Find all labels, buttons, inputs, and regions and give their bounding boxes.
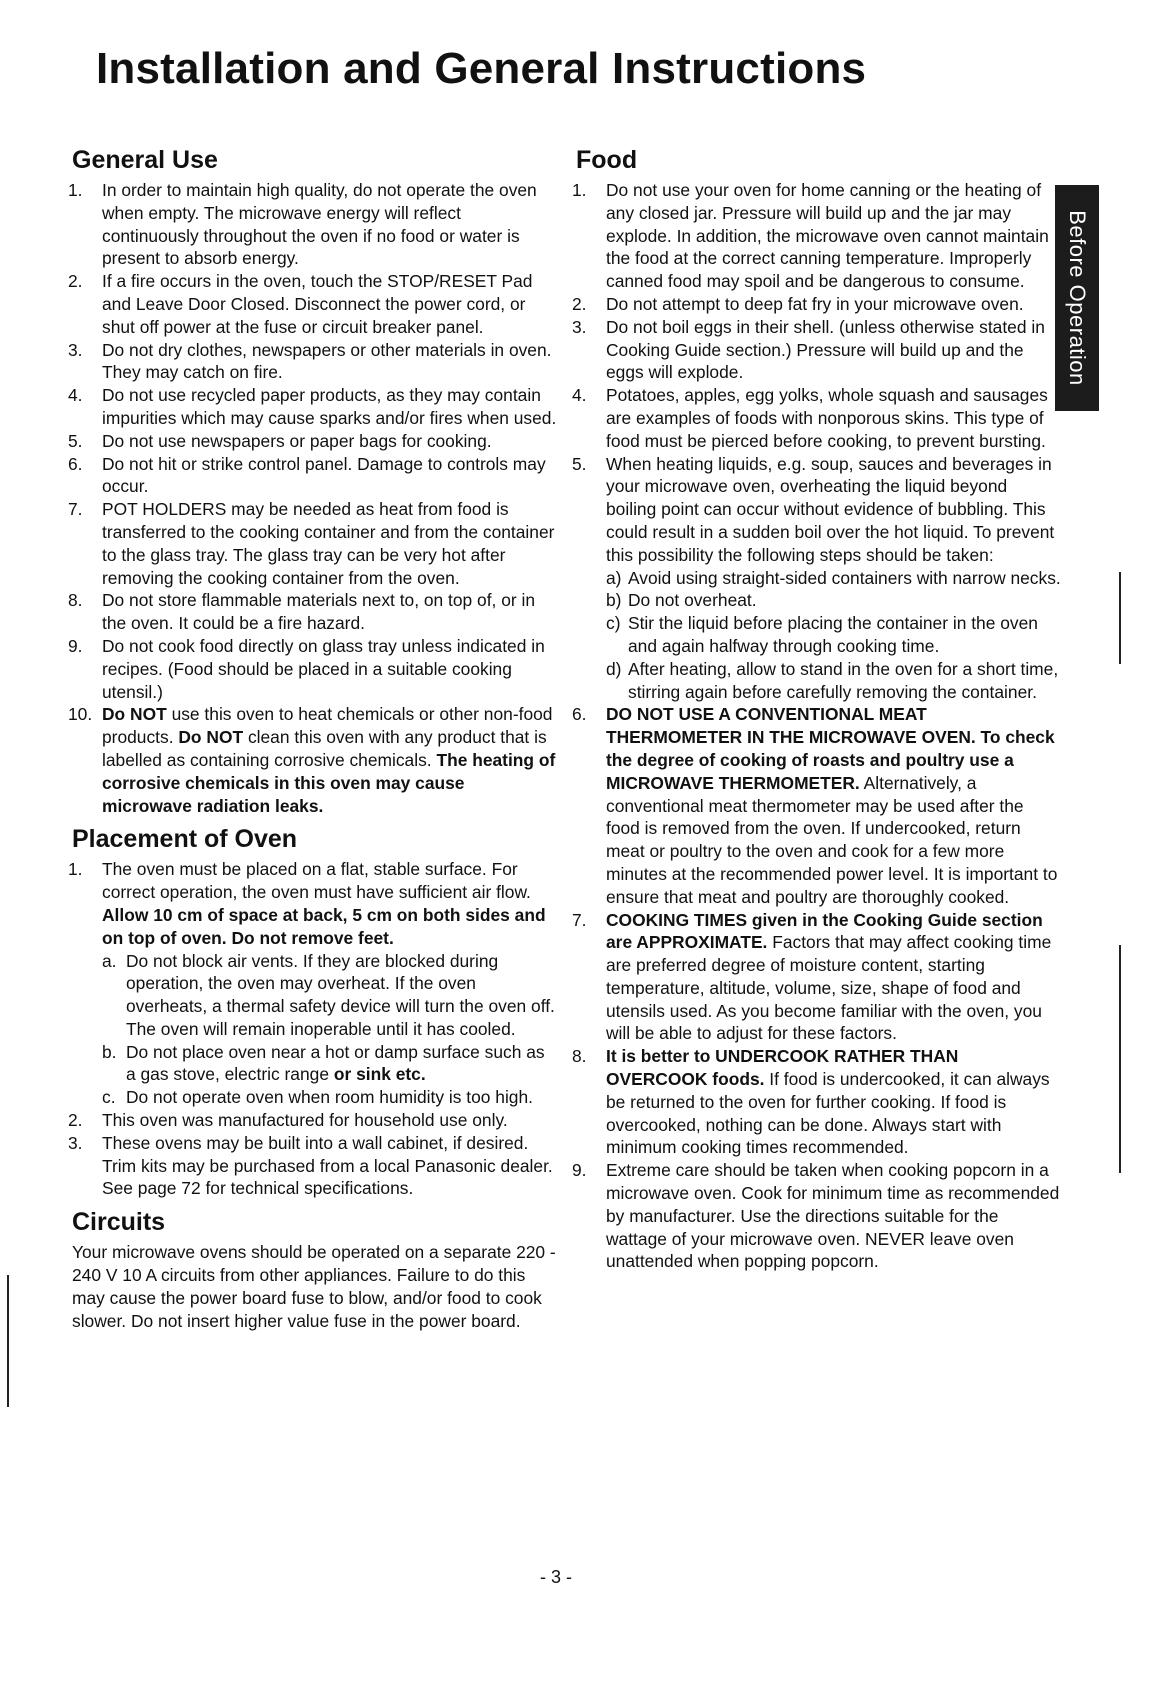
item-body: [102, 590, 535, 633]
circuits-heading: Circuits: [72, 1208, 166, 1237]
item-body: [606, 910, 1051, 1044]
sub-item-body: [126, 951, 555, 1039]
item-number: 3.: [68, 1132, 83, 1153]
item-body: [102, 636, 545, 702]
item-body: [102, 340, 551, 383]
list-item: [572, 909, 1062, 1046]
bold-text: Do NOT: [178, 727, 244, 748]
item-number: 6.: [572, 704, 587, 725]
list-item: [572, 1159, 1062, 1273]
item-number: 6.: [68, 453, 83, 474]
margin-mark: [1119, 572, 1121, 664]
sub-item-body: [126, 1087, 533, 1107]
item-number: 7.: [572, 909, 587, 930]
bold-text: Do NOT: [102, 704, 167, 725]
item-body: [102, 454, 546, 497]
item-text: Extreme care should be taken when cooking popcorn in a microwave oven. Cook for minimum time as recommended by manufacturer. Use the directions suitable for the wattage of your microwave oven. NEVER leave oven unattended when popping popcorn.: [606, 1160, 1060, 1272]
sub-item: [102, 1086, 558, 1109]
circuits-section: [68, 1208, 558, 1332]
side-tab-label: Before Operation: [1065, 210, 1091, 386]
item-text: When heating liquids, e.g. soup, sauces and beverages in your microwave oven, overheating the liquid beyond boiling point can occur without evidence of bubbling. This could result in a sudden boil over the hot liquid. To prevent this possibility the following steps should be taken:: [606, 453, 1055, 565]
sub-item-letter: a): [606, 567, 622, 588]
item-body: [606, 317, 1045, 383]
general-use-section: [68, 146, 558, 817]
item-number: 4.: [68, 385, 83, 406]
item-number: 5.: [572, 453, 587, 474]
list-item: [572, 703, 1062, 908]
item-number: 9.: [68, 635, 83, 656]
sub-item: [606, 658, 1062, 704]
list-item: [68, 384, 558, 430]
item-number: 3.: [572, 316, 587, 337]
item-number: 8.: [68, 590, 83, 611]
sub-item: [606, 612, 1062, 658]
page-number: - 3 -: [540, 1567, 573, 1587]
item-text: These ovens may be built into a wall cabinet, if desired. Trim kits may be purchased from a local Panasonic dealer. See page 72 for technical specifications.: [102, 1132, 553, 1199]
bold-text: DO NOT USE A CONVENTIONAL MEAT THERMOMETER IN THE MICROWAVE OVEN. To check the degree of cooking of roasts and poultry use a MICROWAVE THERMOMETER.: [606, 704, 1055, 793]
list-item: [68, 1109, 558, 1132]
item-text: Do not hit or strike control panel. Damage to controls may occur.: [102, 453, 546, 497]
item-body: [606, 385, 1048, 451]
item-text: clean this oven with any product that is labelled as containing corrosive chemicals.: [102, 727, 547, 770]
item-body: [606, 1046, 1050, 1157]
sub-item-letter: a.: [102, 950, 117, 971]
list-item: [68, 589, 558, 635]
item-text: If a fire occurs in the oven, touch the STOP/RESET Pad and Leave Door Closed. Disconnect the power cord, or shut off power at the fuse or circuit breaker panel.: [102, 271, 533, 337]
sub-item: [102, 1041, 558, 1087]
item-number: 2.: [68, 1110, 83, 1131]
list-item: [68, 179, 558, 270]
sub-item-letter: d): [606, 658, 622, 679]
bold-text: COOKING TIMES given in the Cooking Guide section are APPROXIMATE.: [606, 909, 1043, 953]
item-text: Do not use newspapers or paper bags for cooking.: [102, 430, 492, 451]
item-body: [102, 271, 532, 337]
item-text: This oven was manufactured for household use only.: [102, 1110, 508, 1131]
bold-text: Allow 10 cm of space at back, 5 cm on both sides and on top of oven. Do not remove feet.: [102, 904, 546, 948]
list-item: [68, 858, 558, 1109]
list-item: [572, 453, 1062, 704]
sub-item-body: [628, 590, 757, 610]
circuits-paragraph: Your microwave ovens should be operated on a separate 220 - 240 V 10 A circuits from other appliances. Failure to do this may cause the power board fuse to blow, and/or food to cook slower. Do not insert higher value fuse in the power board.: [72, 1242, 556, 1331]
item-text: If food is undercooked, it can always be returned to the oven for further cooking. If food is overcooked, nothing can be done. Always start with minimum cooking times recommended.: [606, 1069, 1050, 1158]
sub-item-letter: b): [606, 590, 622, 611]
sub-item-letter: c): [606, 613, 621, 634]
item-body: [606, 180, 1049, 291]
item-body: [606, 704, 1057, 906]
item-number: 2.: [572, 293, 587, 314]
item-text: Do not overheat.: [628, 590, 757, 611]
item-number: 3.: [68, 339, 83, 360]
side-tab: [1055, 185, 1099, 411]
item-body: [102, 180, 537, 268]
list-item: [572, 384, 1062, 452]
list-item: [68, 339, 558, 385]
item-text: Do not place oven near a hot or damp surface such as a gas stove, electric range: [126, 1041, 545, 1085]
general-use-list: [68, 179, 558, 817]
item-text: After heating, allow to stand in the oven for a short time, stirring again before carefully removing the container.: [628, 658, 1059, 702]
bold-text: The heating of corrosive chemicals in this oven may cause microwave radiation leaks.: [102, 749, 556, 816]
right-column: [572, 146, 1062, 1273]
list-item: [68, 453, 558, 499]
list-item: [572, 1045, 1062, 1159]
item-number: 5.: [68, 430, 83, 451]
list-item: [68, 430, 558, 453]
item-body: [606, 294, 1024, 314]
sub-item-body: [628, 568, 1061, 588]
food-heading: Food: [576, 146, 638, 174]
item-number: 1.: [572, 180, 587, 200]
item-text: Do not attempt to deep fat fry in your microwave oven.: [606, 293, 1024, 314]
margin-mark: [7, 1275, 9, 1407]
item-text: Do not boil eggs in their shell. (unless otherwise stated in Cooking Guide section.) Pressure will build up and the eggs will explode.: [606, 316, 1045, 383]
item-body: [102, 431, 492, 451]
sub-item: [102, 950, 558, 1041]
general-use-heading: General Use: [72, 146, 218, 174]
item-text: Do not block air vents. If they are blocked during operation, the oven may overheat. If the oven overheats, a thermal safety device will turn the oven off. The oven will remain inoperable until it has cooled.: [126, 950, 555, 1039]
item-body: [606, 454, 1054, 565]
item-body: [102, 385, 556, 428]
item-body: [606, 1160, 1059, 1271]
list-item: [68, 635, 558, 703]
item-text: Factors that may affect cooking time are preferred degree of moisture content, starting temperature, altitude, volume, size, shape of food and utensils used. As you become familiar with the oven, you will be able to adjust for these factors.: [606, 932, 1052, 1044]
list-item: [68, 270, 558, 338]
item-text: Potatoes, apples, egg yolks, whole squash and sausages are examples of foods with nonporous skins. This type of food must be pierced before cooking, to prevent bursting.: [606, 385, 1048, 451]
list-item: [572, 293, 1062, 316]
bold-text: or sink etc.: [333, 1064, 426, 1085]
placement-section: [68, 825, 558, 1200]
sub-item-letter: b.: [102, 1041, 117, 1062]
placement-list: [68, 858, 558, 1200]
item-text: Alternatively, a conventional meat thermometer may be used after the food is removed from the oven. If undercooked, return meat or poultry to the oven and cook for a few more minutes at the recommended power level. It is important to ensure that meat and poultry are thoroughly cooked.: [606, 772, 1058, 907]
item-text: In order to maintain high quality, do not operate the oven when empty. The microwave energy will reflect continuously throughout the oven if no food or water is present to absorb energy.: [102, 180, 537, 269]
list-item: [68, 498, 558, 589]
item-text: Stir the liquid before placing the container in the oven and again halfway through cooking time.: [628, 613, 1038, 656]
item-number: 1.: [68, 180, 83, 200]
item-text: Do not store flammable materials next to, on top of, or in the oven. It could be a fire hazard.: [102, 590, 536, 634]
sub-item-body: [628, 659, 1058, 702]
sub-item-body: [126, 1042, 545, 1085]
list-item: [572, 179, 1062, 293]
item-body: [102, 1110, 508, 1130]
list-item: [572, 316, 1062, 384]
item-text: POT HOLDERS may be needed as heat from food is transferred to the cooking container and from the container to the glass tray. The glass tray can be very hot after removing the cooking container from the oven.: [102, 499, 555, 588]
food-section: [572, 146, 1062, 1273]
item-text: Do not use your oven for home canning or the heating of any closed jar. Pressure will build up and the jar may explode. In addition, the microwave oven cannot maintain the food at the correct canning temperature. Improperly canned food may spoil and be dangerous to consume.: [606, 180, 1049, 292]
left-column: [68, 146, 558, 1332]
item-text: Do not dry clothes, newspapers or other materials in oven. They may catch on fire.: [102, 339, 552, 383]
sub-list: [102, 950, 558, 1110]
item-text: Do not use recycled paper products, as they may contain impurities which may cause sparks and/or fires when used.: [102, 385, 557, 428]
item-text: use this oven to heat chemicals or other non-food products.: [102, 704, 553, 748]
item-text: Do not operate oven when room humidity is too high.: [126, 1087, 533, 1108]
item-number: 7.: [68, 499, 83, 520]
item-text: The oven must be placed on a flat, stable surface. For correct operation, the oven must have sufficient air flow.: [102, 859, 531, 903]
list-item: [68, 1132, 558, 1200]
item-number: 8.: [572, 1046, 587, 1067]
item-text: Do not cook food directly on glass tray unless indicated in recipes. (Food should be placed in a suitable cooking utensil.): [102, 635, 545, 702]
margin-mark: [1119, 945, 1121, 1173]
item-number: 2.: [68, 271, 83, 292]
item-text: Avoid using straight-sided containers with narrow necks.: [628, 567, 1061, 588]
item-number: 1.: [68, 859, 83, 880]
item-number: 9.: [572, 1160, 587, 1181]
sub-item: [606, 589, 1062, 612]
bold-text: It is better to UNDERCOOK RATHER THAN OVERCOOK foods.: [606, 1046, 959, 1090]
item-number: 10.: [68, 704, 93, 725]
placement-heading: Placement of Oven: [72, 825, 298, 854]
item-body: [102, 859, 546, 947]
sub-item: [606, 567, 1062, 590]
page-title: Installation and General Instructions: [96, 44, 867, 93]
item-body: [102, 1133, 553, 1199]
sub-item-body: [628, 613, 1038, 656]
list-item: [68, 703, 558, 817]
item-body: [102, 704, 555, 815]
item-number: 4.: [572, 385, 587, 406]
sub-item-letter: c.: [102, 1087, 116, 1108]
food-list: [572, 179, 1062, 1273]
item-body: [102, 499, 554, 587]
sub-list: [606, 567, 1062, 704]
